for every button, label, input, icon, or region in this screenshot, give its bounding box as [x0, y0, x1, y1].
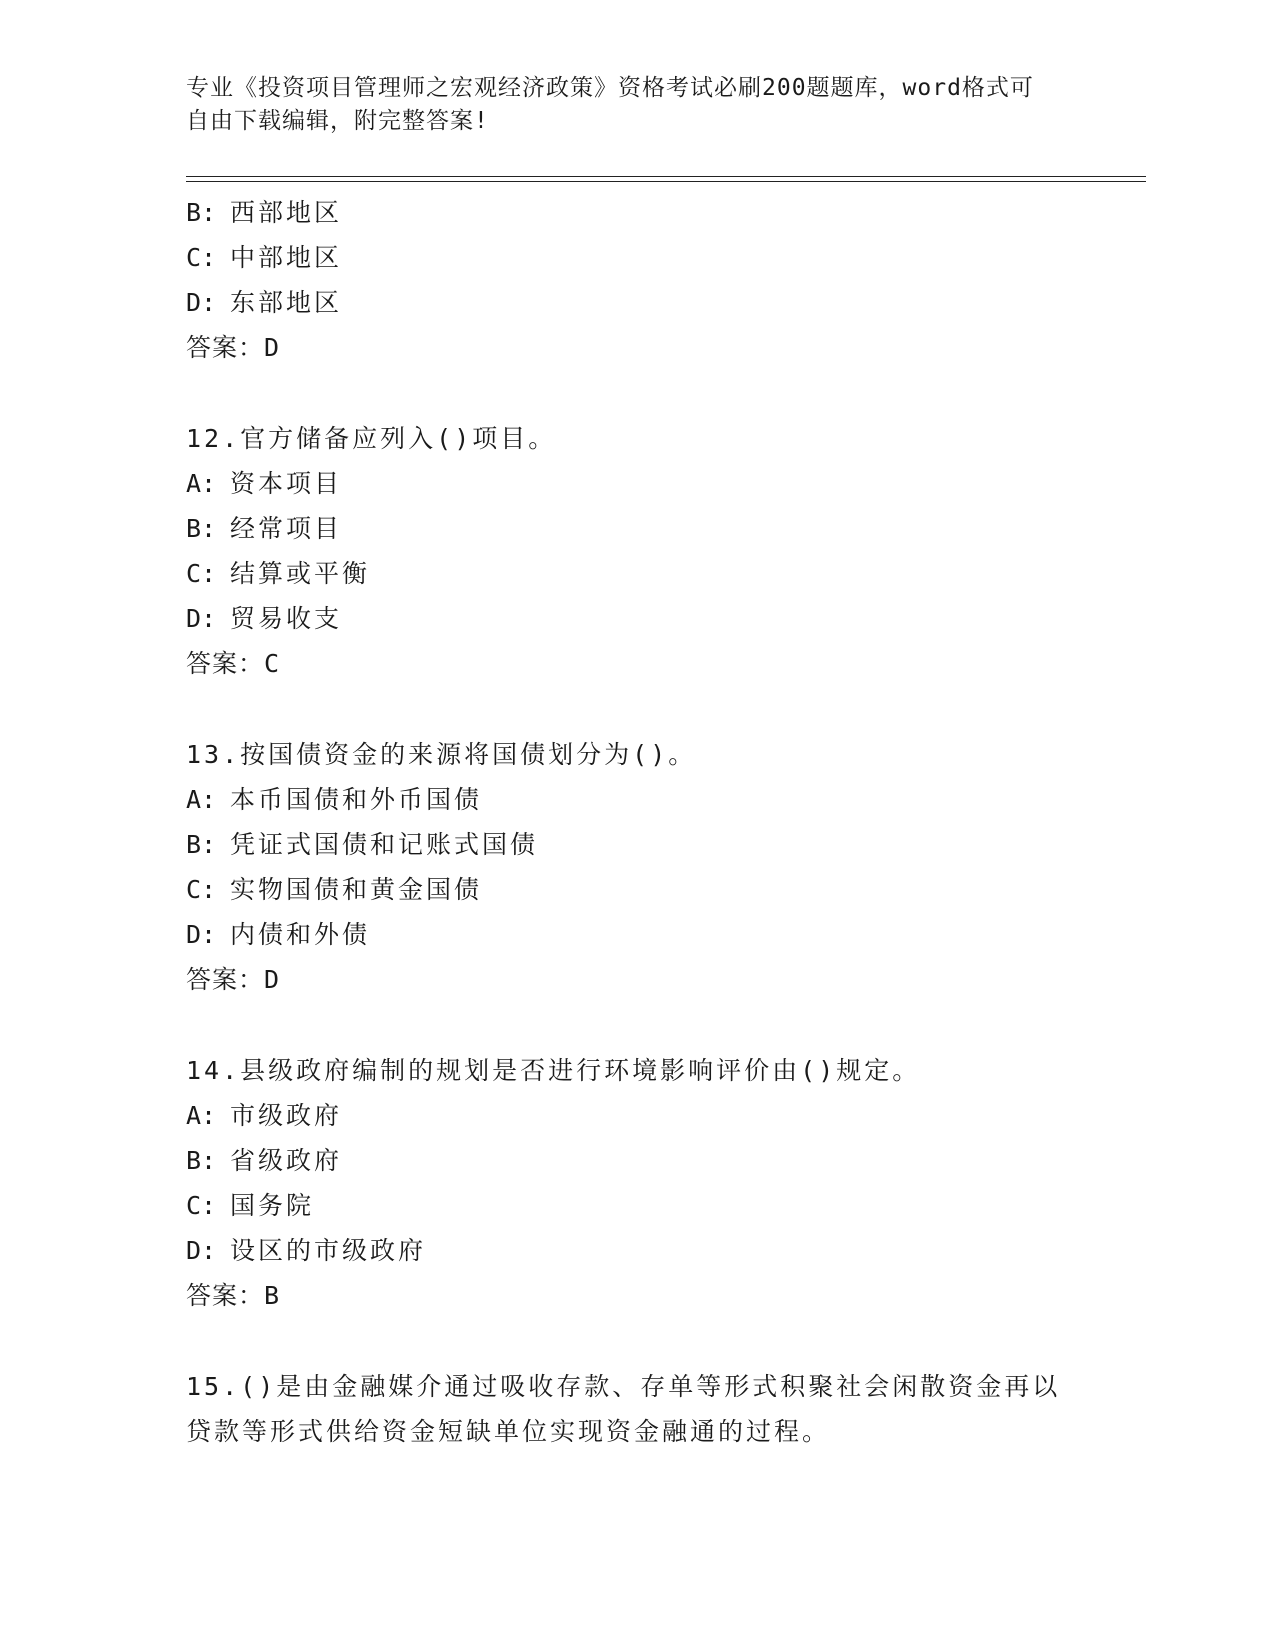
- option-letter: C:: [186, 875, 217, 904]
- option-c: [186, 867, 1086, 912]
- option-letter: D:: [186, 604, 217, 633]
- spacer: [186, 1318, 1086, 1364]
- option-text: 设区的市级政府: [230, 1236, 427, 1265]
- question-stem-line-2: 贷款等形式供给资金短缺单位实现资金融通的过程。: [186, 1417, 831, 1446]
- question-14: [186, 1048, 1086, 1318]
- question-15: [186, 1364, 1086, 1454]
- option-text: 资本项目: [230, 469, 343, 498]
- question-12: [186, 416, 1086, 686]
- answer: 答案：C: [186, 649, 281, 678]
- option-b: [186, 1138, 1086, 1183]
- answer: 答案：B: [186, 1281, 281, 1310]
- option-letter: D:: [186, 920, 217, 949]
- answer: 答案：D: [186, 965, 281, 994]
- document-header: [186, 72, 1086, 138]
- option-letter: B:: [186, 1146, 217, 1175]
- option-text: 凭证式国债和记账式国债: [230, 830, 539, 859]
- question-stem: 12.官方储备应列入()项目。: [186, 424, 557, 453]
- option-d: [186, 912, 1086, 957]
- option-a: [186, 461, 1086, 506]
- option-text: 国务院: [230, 1191, 315, 1220]
- question-stem: 14.县级政府编制的规划是否进行环境影响评价由()规定。: [186, 1056, 921, 1085]
- option-letter: A:: [186, 785, 217, 814]
- header-rule-top: [186, 176, 1146, 177]
- option-letter: C:: [186, 559, 217, 588]
- option-b: [186, 506, 1086, 551]
- option-letter: B:: [186, 830, 217, 859]
- option-d: [186, 596, 1086, 641]
- option-text: 实物国债和黄金国债: [230, 875, 483, 904]
- header-line-2: 自由下载编辑，附完整答案!: [186, 108, 489, 134]
- option-d: [186, 1228, 1086, 1273]
- option-a: [186, 1093, 1086, 1138]
- option-c: [186, 1183, 1086, 1228]
- option-text: 省级政府: [230, 1146, 343, 1175]
- option-letter: D:: [186, 288, 217, 317]
- option-text: 东部地区: [230, 288, 343, 317]
- option-a: [186, 777, 1086, 822]
- option-d: [186, 280, 1086, 325]
- spacer: [186, 686, 1086, 732]
- option-letter: A:: [186, 469, 217, 498]
- option-letter: B:: [186, 514, 217, 543]
- question-list: [186, 190, 1086, 1454]
- question-stem: 13.按国债资金的来源将国债划分为()。: [186, 740, 697, 769]
- option-text: 市级政府: [230, 1101, 343, 1130]
- option-text: 中部地区: [230, 243, 343, 272]
- option-text: 结算或平衡: [230, 559, 371, 588]
- spacer: [186, 1002, 1086, 1048]
- question-11-tail: [186, 190, 1086, 370]
- option-text: 西部地区: [230, 198, 343, 227]
- header-line-1: 专业《投资项目管理师之宏观经济政策》资格考试必刷200题题库，word格式可: [186, 75, 1034, 101]
- answer: 答案：D: [186, 333, 281, 362]
- header-rule-bottom: [186, 181, 1146, 182]
- option-letter: C:: [186, 243, 217, 272]
- option-letter: C:: [186, 1191, 217, 1220]
- spacer: [186, 370, 1086, 416]
- option-text: 贸易收支: [230, 604, 343, 633]
- option-b: [186, 822, 1086, 867]
- option-text: 本币国债和外币国债: [230, 785, 483, 814]
- option-b: [186, 190, 1086, 235]
- option-letter: B:: [186, 198, 217, 227]
- option-letter: D:: [186, 1236, 217, 1265]
- option-c: [186, 235, 1086, 280]
- option-text: 经常项目: [230, 514, 343, 543]
- option-letter: A:: [186, 1101, 217, 1130]
- option-text: 内债和外债: [230, 920, 371, 949]
- option-c: [186, 551, 1086, 596]
- question-stem-line-1: 15.()是由金融媒介通过吸收存款、存单等形式积聚社会闲散资金再以: [186, 1372, 1061, 1401]
- question-13: [186, 732, 1086, 1002]
